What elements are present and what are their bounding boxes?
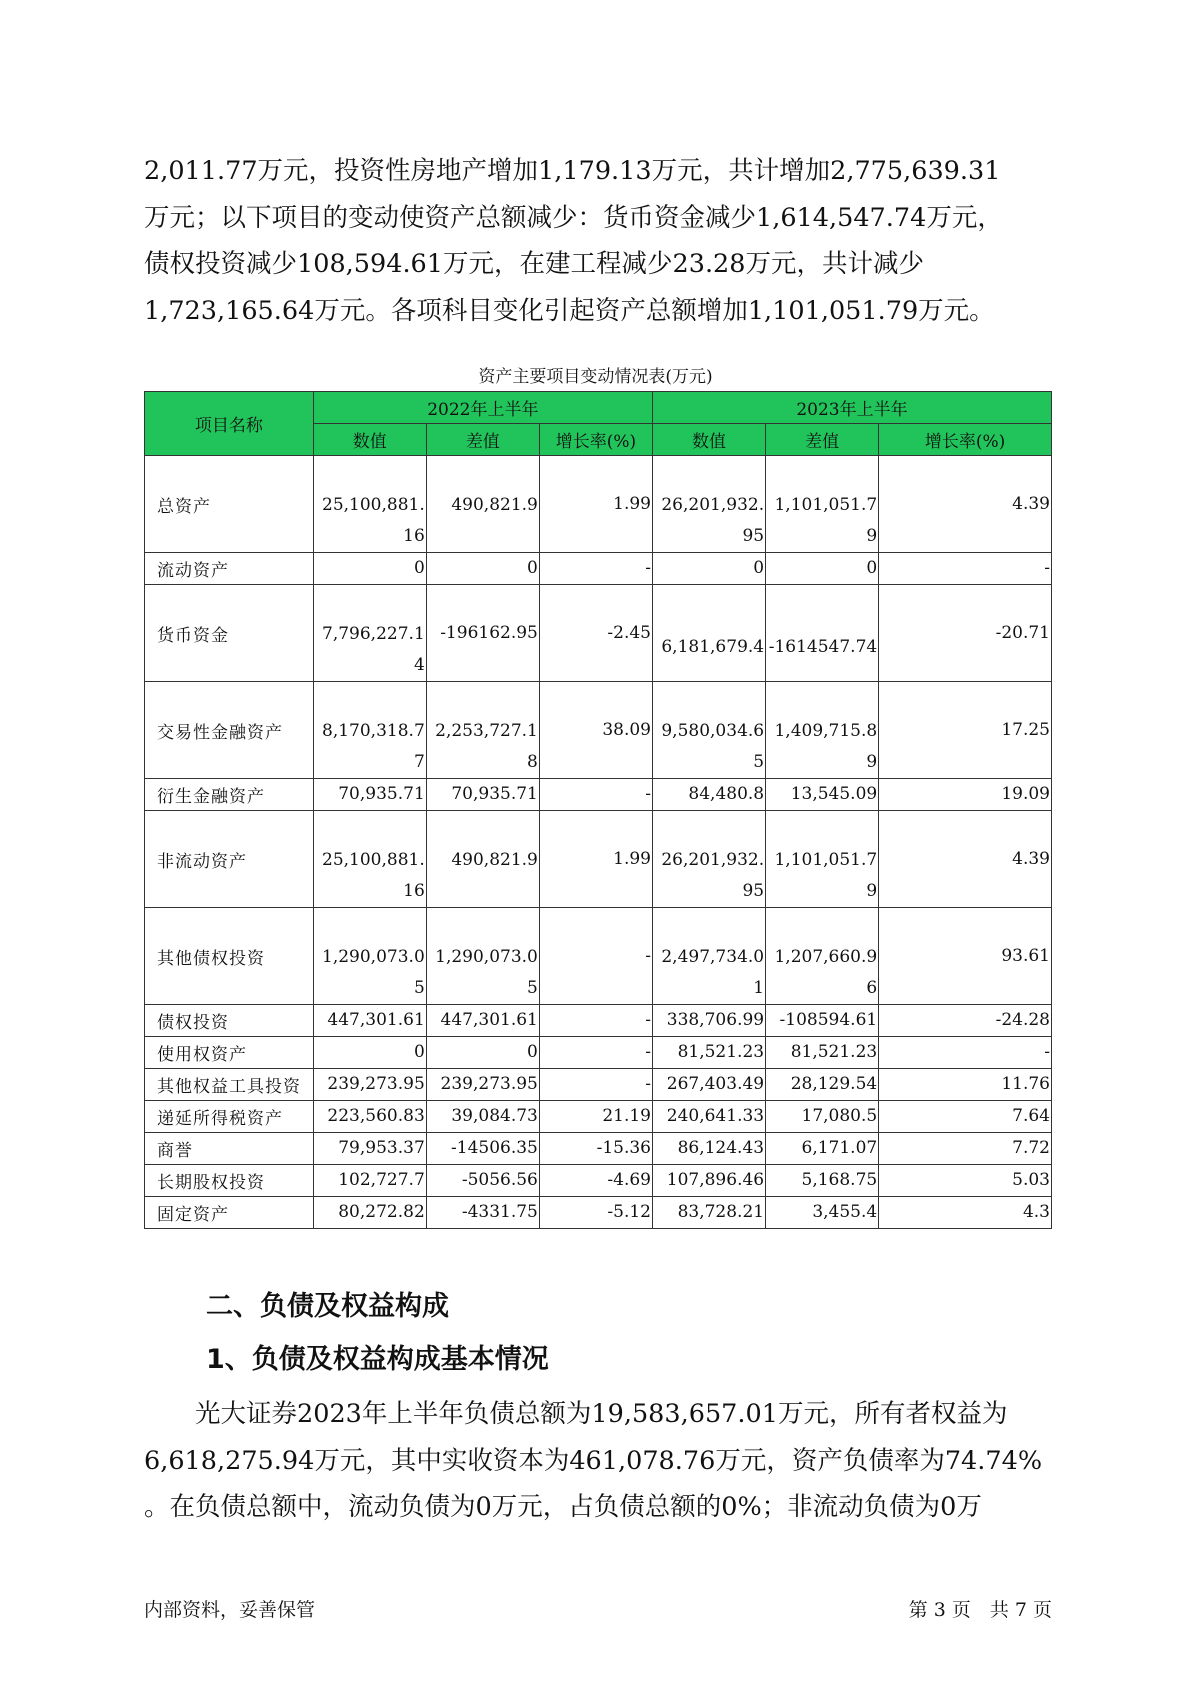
cell-rate-2022 [539,1037,652,1069]
cell-rate-2022 [539,1133,652,1165]
cell-diff-2023-text: 1,207,660.96 [774,947,878,998]
header-rate: 增长率(%) [539,424,652,456]
cell-diff-2023-text: 28,129.54 [790,1074,878,1094]
cell-rate-2022-text: 1.99 [613,493,651,514]
cell-rate-2023 [879,1165,1052,1197]
cell-value-2022 [313,456,426,553]
cell-rate-2022-text: - [645,784,651,804]
cell-diff-2023 [766,1101,879,1133]
cell-value-2022 [313,1197,426,1229]
row-item-name-text: 交易性金融资产 [157,722,283,743]
cell-diff-2023-text: 17,080.5 [801,1106,878,1126]
cell-rate-2023 [879,779,1052,811]
cell-rate-2022 [539,811,652,908]
row-item-name [145,1037,314,1069]
cell-diff-2023 [766,1197,879,1229]
table-row [145,1037,1052,1069]
header-value: 数值 [653,424,766,456]
row-item-name-text: 货币资金 [157,625,229,646]
cell-value-2023-text: 2,497,734.01 [661,947,765,998]
cell-value-2023-text: 81,521.23 [677,1042,765,1062]
header-value: 数值 [313,424,426,456]
cell-diff-2023 [766,908,879,1005]
table-row [145,1165,1052,1197]
cell-value-2023-text: 26,201,932.95 [661,495,765,546]
row-item-name-text: 商誉 [157,1141,193,1161]
cell-rate-2023 [879,682,1052,779]
cell-value-2022-text: 447,301.61 [327,1010,425,1030]
table-row [145,585,1052,682]
cell-rate-2022-text: -5.12 [607,1202,651,1222]
cell-diff-2023-text: 1,409,715.89 [774,721,878,772]
cell-value-2022-text: 239,273.95 [327,1074,425,1094]
cell-diff-2023 [766,553,879,585]
cell-value-2023 [653,908,766,1005]
cell-rate-2023 [879,1197,1052,1229]
cell-rate-2023-text: 4.39 [1012,493,1050,514]
cell-rate-2023 [879,553,1052,585]
cell-diff-2022 [426,456,539,553]
paragraph-line: 光大证券2023年上半年负债总额为19,583,657.01万元，所有者权益为 [144,1399,1008,1429]
cell-value-2023-text: 86,124.43 [677,1138,765,1158]
header-item-name: 项目名称 [145,392,314,456]
header-diff: 差值 [426,424,539,456]
cell-rate-2022-text: 38.09 [602,719,651,740]
footer-note: 内部资料，妥善保管 [144,1599,316,1621]
section-heading: 二、负债及权益构成 [206,1291,449,1322]
cell-diff-2022 [426,908,539,1005]
cell-rate-2023-text: 5.03 [1012,1170,1050,1190]
cell-diff-2023-text: 0 [866,558,878,578]
cell-diff-2022 [426,811,539,908]
row-item-name-text: 非流动资产 [157,851,247,872]
cell-diff-2022-text: -196162.95 [440,622,538,643]
cell-rate-2023-text: 19.09 [1001,784,1050,804]
cell-rate-2022-text: -15.36 [596,1138,651,1158]
cell-value-2022-text: 1,290,073.05 [322,947,425,998]
table-row [145,1197,1052,1229]
row-item-name-text: 固定资产 [157,1205,229,1225]
cell-diff-2022-text: 1,290,073.05 [435,947,538,998]
cell-rate-2022 [539,553,652,585]
cell-diff-2023-text: 81,521.23 [790,1042,878,1062]
cell-diff-2023-text: 1,101,051.79 [774,850,878,901]
table-row [145,779,1052,811]
cell-diff-2023 [766,1133,879,1165]
cell-rate-2022-text: -2.45 [607,622,651,643]
row-item-name-text: 递延所得税资产 [157,1109,283,1129]
cell-value-2023 [653,1197,766,1229]
cell-value-2022 [313,1101,426,1133]
paragraph-line: 。在负债总额中，流动负债为0万元，占负债总额的0%；非流动负债为0万 [144,1492,982,1522]
cell-rate-2022 [539,779,652,811]
cell-value-2023 [653,456,766,553]
cell-value-2023-text: 84,480.8 [688,784,765,804]
cell-value-2022 [313,908,426,1005]
cell-value-2023 [653,1037,766,1069]
cell-rate-2023 [879,1101,1052,1133]
cell-diff-2022-text: 490,821.9 [451,495,538,515]
cell-value-2022-text: 25,100,881.16 [322,850,425,901]
table-row [145,682,1052,779]
row-item-name [145,1165,314,1197]
cell-diff-2023-text: 3,455.4 [812,1202,878,1222]
header-period-2023: 2023年上半年 [653,392,1052,424]
table-row [145,811,1052,908]
cell-rate-2022 [539,585,652,682]
row-item-name-text: 流动资产 [157,561,229,581]
cell-rate-2022-text: - [645,1042,651,1062]
row-item-name-text: 其他债权投资 [157,948,265,969]
cell-value-2022 [313,1165,426,1197]
cell-rate-2022 [539,1197,652,1229]
cell-diff-2022-text: -14506.35 [451,1138,538,1158]
cell-value-2022 [313,682,426,779]
cell-rate-2023-text: 7.64 [1012,1106,1050,1126]
cell-rate-2022-text: 21.19 [602,1106,651,1126]
cell-rate-2022-text: - [645,945,651,966]
cell-rate-2023 [879,1133,1052,1165]
cell-value-2022-text: 7,796,227.14 [322,624,425,675]
cell-value-2023-text: 338,706.99 [666,1010,765,1030]
cell-rate-2023 [879,585,1052,682]
paragraph-line: 6,618,275.94万元，其中实收资本为461,078.76万元，资产负债率为74.74% [144,1445,1043,1476]
cell-rate-2023-text: - [1044,558,1050,578]
cell-rate-2023 [879,908,1052,1005]
page-number: 第 3 页 共 7 页 [908,1599,1052,1621]
cell-value-2022 [313,811,426,908]
cell-value-2022-text: 223,560.83 [327,1106,425,1126]
row-item-name [145,585,314,682]
cell-diff-2022-text: 39,084.73 [451,1106,538,1126]
cell-value-2023 [653,1133,766,1165]
cell-value-2022 [313,779,426,811]
row-item-name [145,908,314,1005]
row-item-name [145,682,314,779]
cell-value-2023 [653,585,766,682]
paragraph-line: 2,011.77万元，投资性房地产增加1,179.13万元，共计增加2,775,639.31 [144,156,1001,186]
cell-rate-2022-text: - [645,1074,651,1094]
cell-rate-2023-text: 7.72 [1012,1138,1050,1158]
cell-value-2022-text: 80,272.82 [338,1202,425,1222]
cell-rate-2023-text: 4.3 [1022,1202,1050,1222]
cell-value-2023 [653,553,766,585]
cell-diff-2022 [426,1069,539,1101]
cell-value-2022 [313,1005,426,1037]
cell-value-2022-text: 70,935.71 [338,784,425,804]
cell-diff-2023-text: 13,545.09 [790,784,878,804]
row-item-name-text: 债权投资 [157,1013,229,1033]
cell-rate-2023 [879,811,1052,908]
cell-rate-2023-text: 17.25 [1001,719,1050,740]
cell-diff-2022 [426,1037,539,1069]
cell-rate-2022-text: -4.69 [607,1170,651,1190]
cell-diff-2023 [766,1005,879,1037]
cell-diff-2023-text: -108594.61 [779,1010,878,1030]
row-item-name [145,456,314,553]
paragraph-line: 万元；以下项目的变动使资产总额减少：货币资金减少1,614,547.74万元， [144,202,1003,233]
cell-rate-2022-text: - [645,558,651,578]
cell-diff-2023 [766,1069,879,1101]
cell-diff-2022 [426,779,539,811]
cell-rate-2023 [879,456,1052,553]
table-caption: 资产主要项目变动情况表(万元) [478,367,713,387]
header-rate: 增长率(%) [879,424,1052,456]
intro-paragraph [144,148,1054,334]
row-item-name-text: 其他权益工具投资 [157,1077,301,1097]
cell-rate-2022-text: - [645,1010,651,1030]
cell-diff-2022-text: 447,301.61 [440,1010,538,1030]
row-item-name-text: 长期股权投资 [157,1173,265,1193]
header-diff: 差值 [766,424,879,456]
cell-value-2022-text: 102,727.7 [338,1170,425,1190]
cell-rate-2022 [539,1005,652,1037]
cell-diff-2023 [766,585,879,682]
cell-value-2022 [313,1037,426,1069]
row-item-name [145,1197,314,1229]
row-item-name-text: 衍生金融资产 [157,787,265,807]
row-item-name [145,1101,314,1133]
cell-rate-2023-text: 93.61 [1001,945,1050,966]
cell-value-2023 [653,779,766,811]
row-item-name-text: 使用权资产 [157,1045,247,1065]
paragraph-line: 债权投资减少108,594.61万元，在建工程减少23.28万元，共计减少 [144,249,925,279]
cell-diff-2023 [766,1165,879,1197]
cell-rate-2023 [879,1005,1052,1037]
table-row [145,1133,1052,1165]
cell-diff-2022 [426,682,539,779]
cell-rate-2023-text: -24.28 [995,1010,1050,1030]
cell-value-2023-text: 26,201,932.95 [661,850,765,901]
cell-rate-2023 [879,1069,1052,1101]
cell-rate-2023-text: - [1044,1042,1050,1062]
cell-rate-2022-text: 1.99 [613,848,651,869]
row-item-name [145,779,314,811]
cell-diff-2023-text: 5,168.75 [801,1170,878,1190]
cell-value-2023-text: 9,580,034.65 [661,721,765,772]
cell-value-2023-text: 6,181,679.4 [661,636,765,657]
cell-rate-2023-text: -20.71 [995,622,1050,643]
row-item-name [145,1133,314,1165]
table-row [145,1069,1052,1101]
cell-rate-2023 [879,1037,1052,1069]
cell-diff-2022-text: -4331.75 [461,1202,538,1222]
cell-diff-2022-text: 0 [527,1042,538,1062]
cell-value-2023-text: 83,728.21 [677,1202,765,1222]
cell-diff-2023-text: 6,171.07 [801,1138,878,1158]
table-row [145,553,1052,585]
row-item-name [145,811,314,908]
cell-value-2022-text: 0 [413,558,425,578]
row-item-name-text: 总资产 [157,496,211,517]
cell-value-2023-text: 267,403.49 [666,1074,765,1094]
cell-diff-2022 [426,553,539,585]
cell-rate-2022 [539,908,652,1005]
table-row [145,456,1052,553]
paragraph-line: 1,723,165.64万元。各项科目变化引起资产总额增加1,101,051.79万元。 [144,295,995,326]
cell-value-2022-text: 8,170,318.77 [322,721,425,772]
cell-value-2023 [653,1005,766,1037]
cell-diff-2022-text: 70,935.71 [451,784,538,804]
cell-diff-2022 [426,1165,539,1197]
cell-diff-2023-text: 1,101,051.79 [774,495,878,546]
cell-value-2023-text: 107,896.46 [666,1170,765,1190]
cell-diff-2023 [766,456,879,553]
cell-value-2022-text: 79,953.37 [338,1138,425,1158]
row-item-name [145,1005,314,1037]
header-period-2022: 2022年上半年 [313,392,652,424]
cell-diff-2022 [426,1133,539,1165]
cell-diff-2022 [426,585,539,682]
cell-value-2023 [653,811,766,908]
cell-diff-2023 [766,682,879,779]
cell-value-2022 [313,585,426,682]
cell-rate-2022 [539,1165,652,1197]
cell-diff-2023-text: -1614547.74 [768,636,878,657]
cell-rate-2023-text: 11.76 [1001,1074,1050,1094]
cell-diff-2022-text: -5056.56 [461,1170,538,1190]
cell-value-2022 [313,1069,426,1101]
cell-diff-2022 [426,1101,539,1133]
cell-diff-2022-text: 0 [527,558,538,578]
table-row [145,908,1052,1005]
cell-diff-2022 [426,1005,539,1037]
cell-value-2023 [653,1101,766,1133]
subsection-heading: 1、负债及权益构成基本情况 [206,1344,549,1375]
cell-value-2022 [313,1133,426,1165]
cell-value-2023 [653,682,766,779]
asset-change-table [144,391,1052,1229]
cell-diff-2022 [426,1197,539,1229]
cell-value-2023-text: 240,641.33 [666,1106,765,1126]
cell-diff-2023 [766,811,879,908]
cell-rate-2023-text: 4.39 [1012,848,1050,869]
row-item-name [145,553,314,585]
table-row [145,1005,1052,1037]
cell-diff-2023 [766,1037,879,1069]
row-item-name [145,1069,314,1101]
cell-value-2023 [653,1069,766,1101]
cell-value-2022-text: 0 [413,1042,425,1062]
cell-value-2023-text: 0 [753,558,765,578]
cell-diff-2023 [766,779,879,811]
cell-value-2022-text: 25,100,881.16 [322,495,425,546]
cell-value-2022 [313,553,426,585]
cell-value-2023 [653,1165,766,1197]
cell-rate-2022 [539,456,652,553]
cell-diff-2022-text: 490,821.9 [451,850,538,870]
table-row [145,1101,1052,1133]
cell-rate-2022 [539,1069,652,1101]
cell-rate-2022 [539,682,652,779]
cell-rate-2022 [539,1101,652,1133]
liabilities-paragraph [144,1391,1054,1531]
cell-diff-2022-text: 239,273.95 [440,1074,538,1094]
cell-diff-2022-text: 2,253,727.18 [435,721,538,772]
